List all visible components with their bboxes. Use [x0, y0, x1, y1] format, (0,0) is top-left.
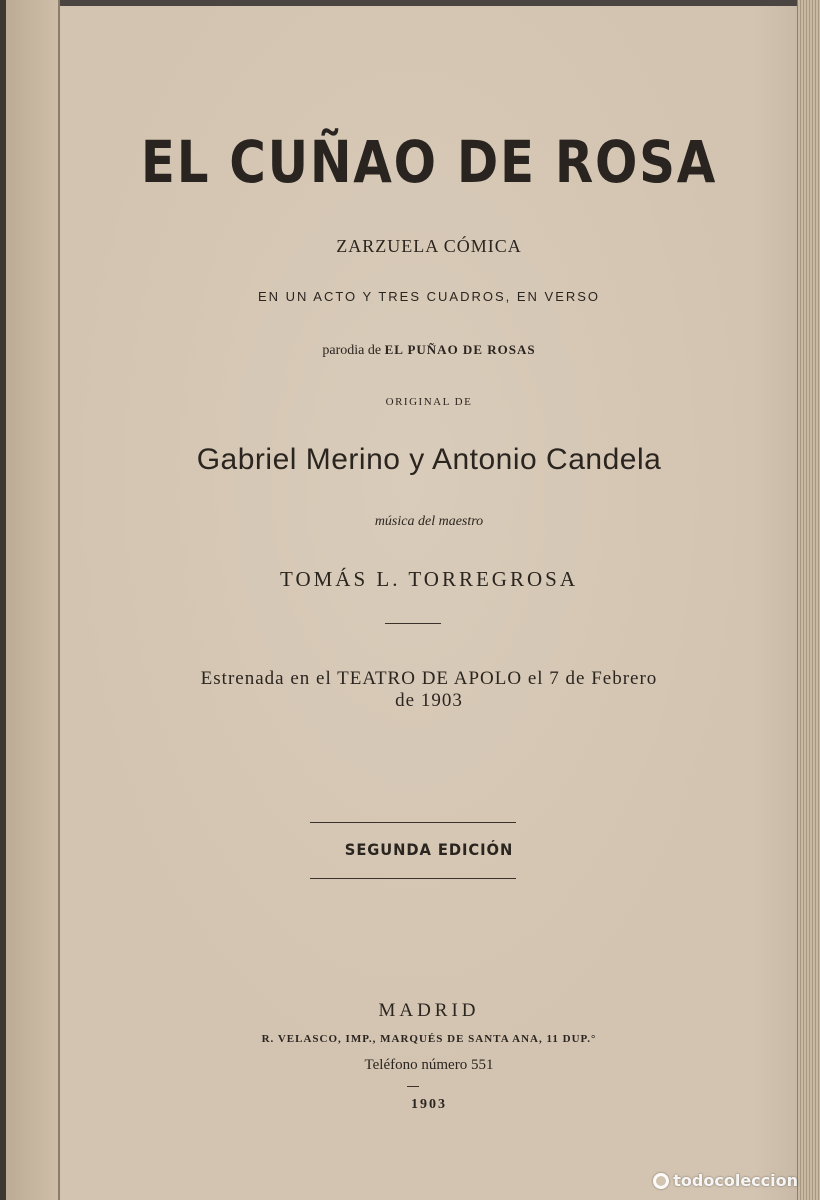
parody-prefix: parodia de [322, 343, 382, 358]
watermark-logo-icon [653, 1173, 669, 1189]
premiere-line-2: de 1903 [395, 690, 463, 711]
edition-label: SEGUNDA EDICIÓN [344, 840, 514, 859]
authors: Gabriel Merino y Antonio Candela [196, 443, 662, 476]
acts-line: EN UN ACTO Y TRES CUADROS, EN VERSO [257, 289, 601, 304]
parody-title: EL PUÑAO DE ROSAS [384, 342, 536, 357]
watermark [653, 1171, 798, 1190]
imprint-city: MADRID [378, 1000, 480, 1021]
divider-rule [385, 623, 441, 624]
edition-rule-bottom [310, 878, 516, 879]
original-label: ORIGINAL DE [385, 396, 473, 408]
parody-line [60, 342, 798, 359]
imprint-rule [407, 1086, 419, 1087]
book-binding [0, 0, 60, 1200]
imprint-year: 1903 [411, 1097, 447, 1112]
edition-rule-top [310, 822, 516, 823]
composer: TOMÁS L. TORREGROSA [280, 567, 578, 591]
book-title: EL CUÑAO DE ROSA [140, 128, 718, 196]
title-page-content [60, 0, 798, 1200]
music-label: música del maestro [374, 514, 484, 529]
watermark-text: todocoleccion [673, 1171, 798, 1190]
page-edges [797, 0, 820, 1200]
imprint-phone: Teléfono número 551 [364, 1057, 494, 1073]
premiere-line-1: Estrenada en el TEATRO DE APOLO el 7 de Febrero [200, 668, 658, 689]
binding-shadow [0, 0, 6, 1200]
genre-line: ZARZUELA CÓMICA [336, 236, 522, 256]
imprint-printer: R. VELASCO, IMP., MARQUÉS DE SANTA ANA, 11 DUP.° [261, 1033, 597, 1045]
